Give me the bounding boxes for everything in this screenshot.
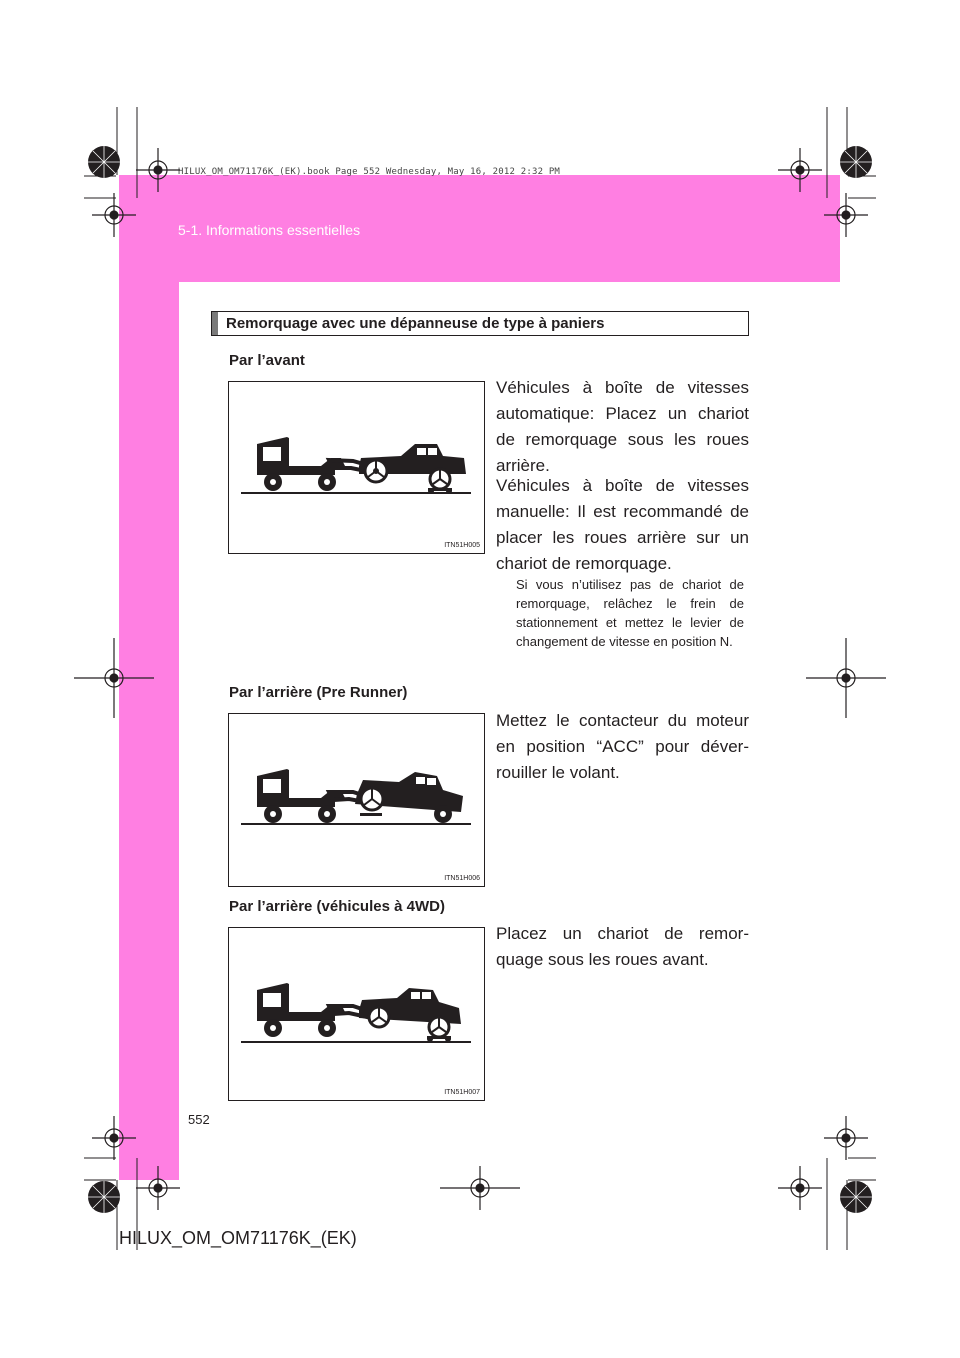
figure-code: ITN51H005: [444, 542, 480, 549]
figure-code: ITN51H006: [444, 875, 480, 882]
section-heading-text: Remorquage avec une dépanneuse de type à paniers: [226, 315, 605, 332]
book-info-stamp: HILUX_OM_OM71176K_(EK).book Page 552 Wednesday, May 16, 2012 2:32 PM: [178, 167, 561, 177]
figure-rear-prerunner-tow: [228, 713, 485, 887]
paragraph-4wd: Placez un chariot de remor-quage sous les roues avant.: [496, 924, 749, 969]
tow-truck-rear-4wd-illustration: [229, 928, 486, 1102]
subheading-front: Par l’avant: [229, 352, 305, 369]
footer-doc-code: HILUX_OM_OM71176K_(EK): [119, 1228, 357, 1248]
section-title: 5-1. Informations essentielles: [178, 222, 361, 238]
subheading-rear-4wd: Par l’arrière (véhicules à 4WD): [229, 898, 445, 915]
tow-truck-rear-prerunner-illustration: [229, 714, 486, 888]
tow-truck-front-illustration: [229, 382, 486, 555]
figure-code: ITN51H007: [444, 1089, 480, 1096]
figure-rear-4wd-tow: [228, 927, 485, 1101]
paragraph-manual: Véhicules à boîte de vitesses manuelle: Il est recommandé de placer les roues arrière sur un chariot de remorquage.: [496, 476, 749, 573]
paragraph-automatic: Véhicules à boîte de vitesses automatique: Placez un chariot de remorquage sous les roues arrière.: [496, 378, 749, 475]
figure-front-tow: [228, 381, 485, 554]
page-number: 552: [188, 1112, 210, 1127]
heading-accent-bar: [212, 312, 218, 335]
section-heading: [211, 311, 749, 336]
note-text: Si vous n’utilisez pas de chariot de remorquage, relâchez le frein de stationnement et mettez le levier de changement de vitesse en position N.: [516, 577, 744, 649]
paragraph-prerunner: Mettez le contacteur du moteur en position “ACC” pour déver-rouiller le volant.: [496, 711, 749, 782]
subheading-rear-prerunner: Par l’arrière (Pre Runner): [229, 684, 408, 701]
